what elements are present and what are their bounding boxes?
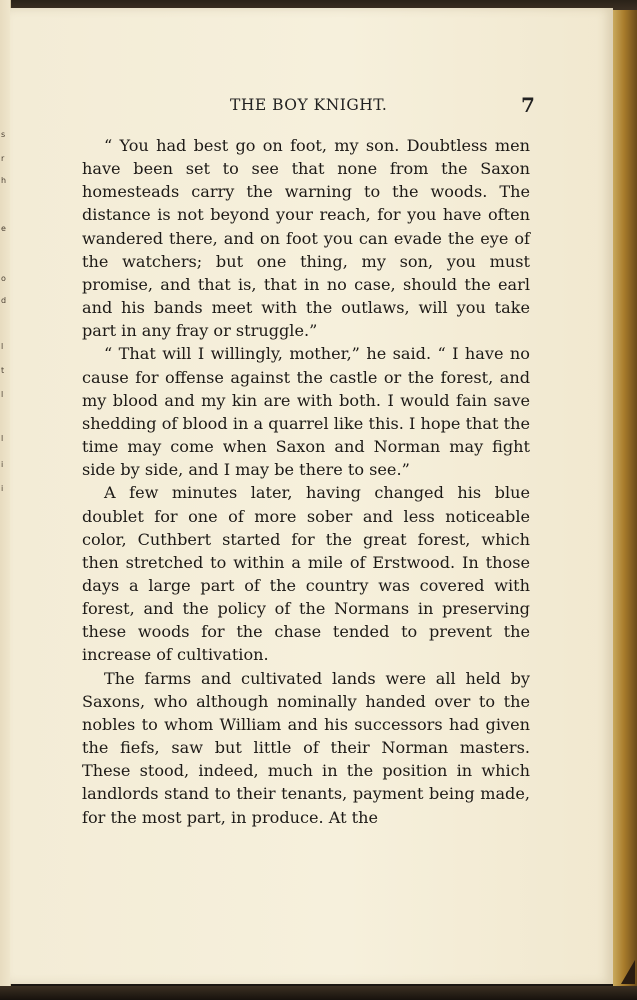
margin-marks: s r h e o d l t l l i i [1,130,7,493]
bottom-edge [0,986,637,1000]
running-title: THE BOY KNIGHT. [230,96,388,114]
page-number: 7 [521,93,536,117]
paragraph: “ You had best go on foot, my son. Doubtless men have been set to see that none from the Saxon homesteads carry the warning to the woods. The distance is not beyond your reach, for you have often wandered there, and on foot you can evade the eye of the watchers; but one thing, my son, you must promise, and that is, that in no case, should the earl and his bands meet with the outlaws, will you take part in any fray or struggle.” [82,136,530,341]
paragraph: “ That will I willingly, mother,” he said. “ I have no cause for offense against the castle or the forest, and my blood and my kin are with both. I would fain save shedding of blood in a quarrel like this. I hope that the time may come when Saxon and Norman may fight side by side, and I may be there to see.” [82,344,530,480]
body-text [82,134,530,829]
right-page-edge [613,10,637,986]
paragraph: A few minutes later, having changed his blue doublet for one of more sober and less noticeable color, Cuthbert started for the great forest, which then stretched to within a mile of Erstwood. In those days a large part of the country was covered with forest, and the policy of the Normans in preserving these woods for the chase tended to prevent the increase of cultivation. [82,483,530,665]
paragraph: The farms and cultivated lands were all held by Saxons, who although nominally handed over to the nobles to whom William and his successors had given the fiefs, saw but little of their Norman masters. These stood, indeed, much in the position in which landlords stand to their tenants, payment being made, for the most part, in produce. At the [82,668,530,827]
